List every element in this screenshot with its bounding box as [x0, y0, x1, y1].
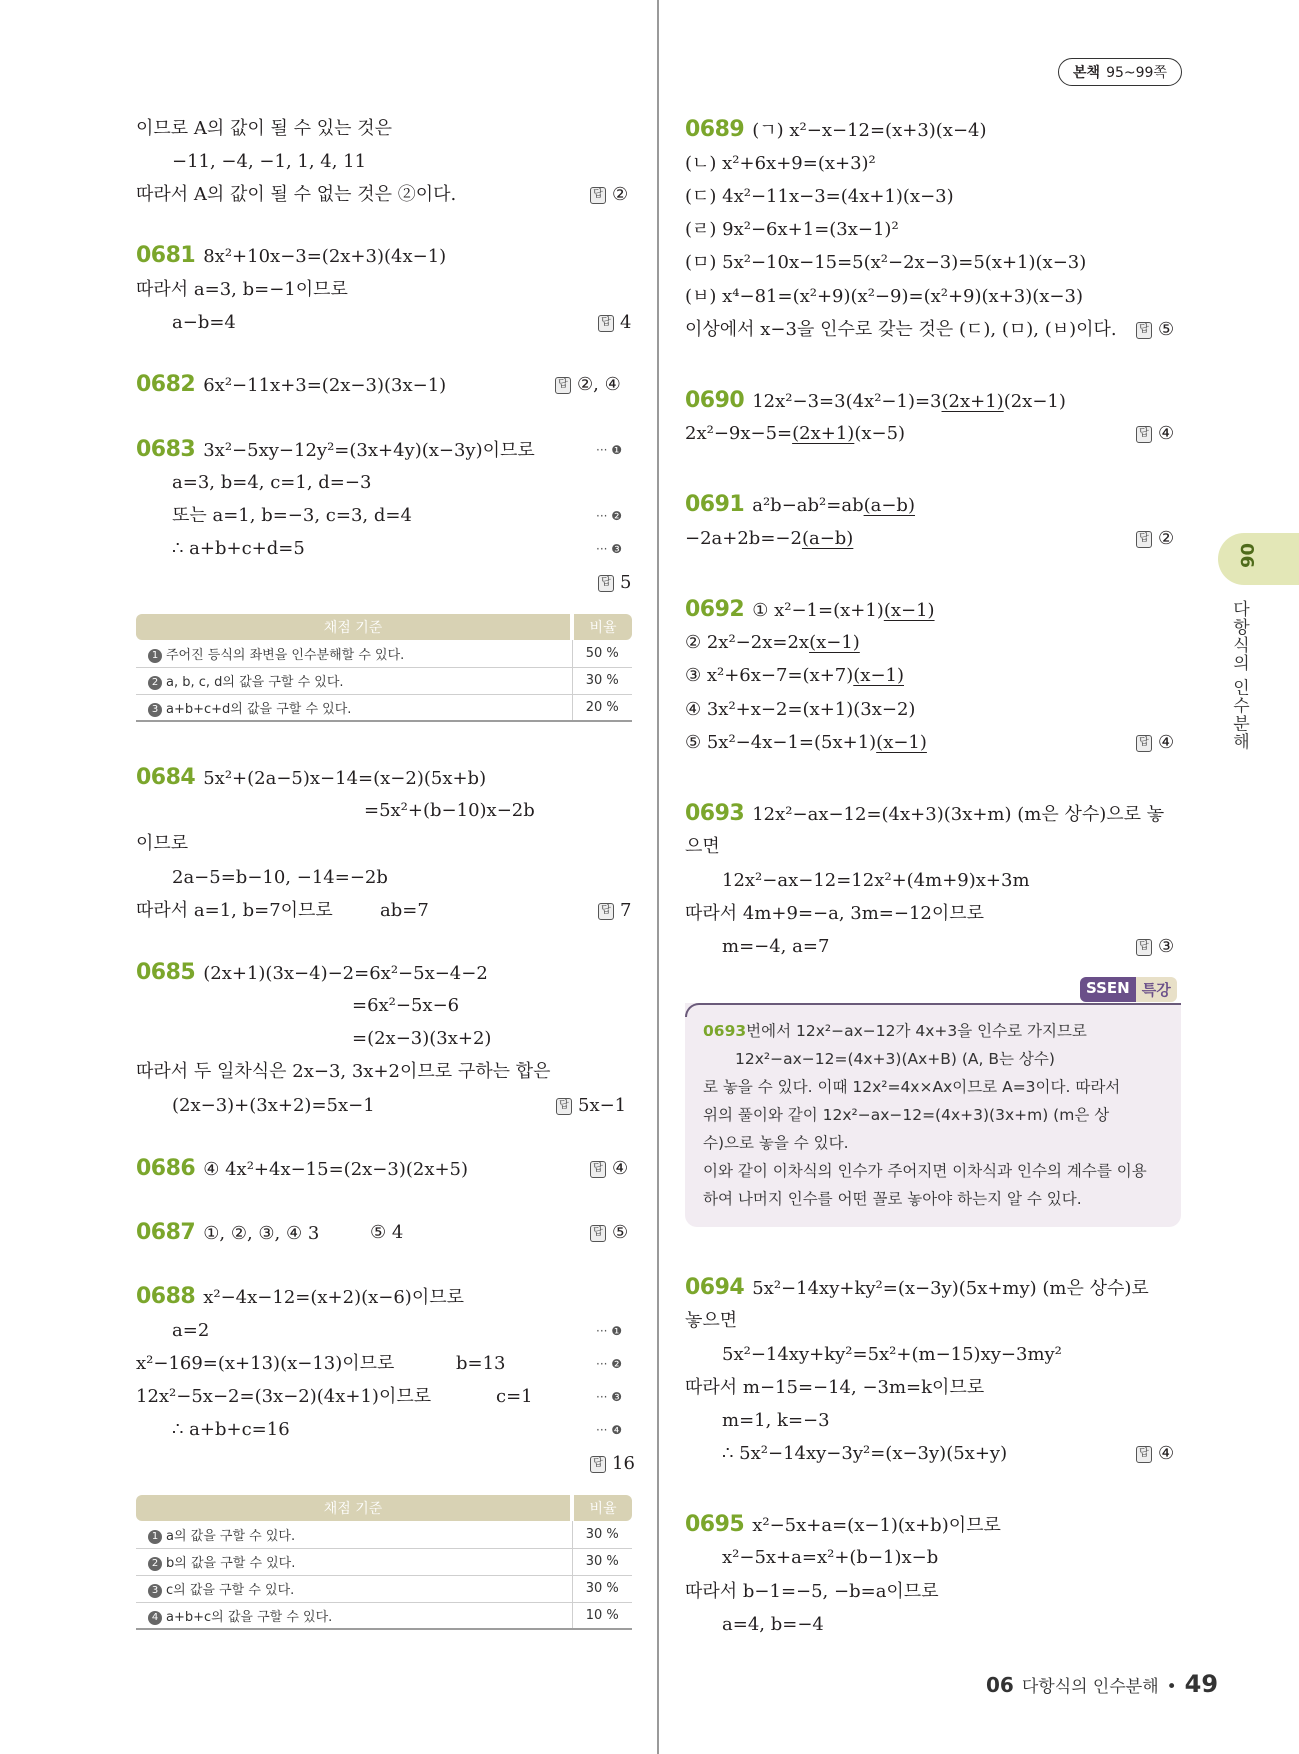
answer-value: ④ — [1158, 732, 1175, 753]
answer-value: ② — [612, 184, 629, 205]
step-marker: ··· ❹ — [596, 1423, 623, 1437]
problem-0689 — [685, 117, 987, 144]
answer — [555, 372, 621, 398]
text-line: ab=7 — [380, 900, 429, 921]
rate-cell: 30 % — [572, 667, 632, 694]
text-line: a=4, b=−4 — [722, 1614, 824, 1635]
answer — [1136, 934, 1174, 960]
ssen-badge: SSEN 특강 — [1080, 977, 1177, 1002]
text-line: 6x²−11x+3=(2x−3)(3x−1) — [203, 375, 447, 396]
text-line: ③ x²+6x−7=(x+7)(x−1) — [685, 665, 904, 686]
book-pages: 95~99쪽 — [1106, 65, 1167, 81]
text-line: ② 2x²−2x=2x(x−1) — [685, 632, 860, 653]
text-line: 따라서 4m+9=−a, 3m=−12이므로 — [685, 903, 985, 924]
chapter-side-title: 다항식의 인수분해 — [1229, 600, 1249, 751]
tip-line: 이와 같이 이차식의 인수가 주어지면 이차식과 인수의 계수를 이용 — [703, 1162, 1147, 1180]
problem-0691: 0691 a²b−ab²=ab(a−b) — [685, 492, 915, 517]
text-line: (ㅁ) 5x²−10x−15=5(x²−2x−3)=5(x+1)(x−3) — [685, 252, 1087, 273]
answer-value: 5x−1 — [578, 1095, 627, 1116]
text-line: (2x+1)(3x−4)−2=6x²−5x−4−2 — [203, 963, 488, 984]
page-footer — [986, 1670, 1218, 1698]
text-line: 5x²−14xy+ky²=5x²+(m−15)xy−3my² — [722, 1344, 1062, 1365]
chapter-number: 06 — [1236, 542, 1258, 569]
text-line: m=−4, a=7 — [722, 936, 830, 957]
problem-0690: 0690 12x²−3=3(4x²−1)=3(2x+1)(2x−1) — [685, 388, 1066, 413]
scoring-table-0683 — [136, 614, 632, 722]
answer-icon: 답 — [556, 1098, 572, 1115]
tip-line: 12x²−ax−12=(4x+3)(Ax+B) (A, B는 상수) — [735, 1050, 1055, 1068]
text-line: a−b=4 — [172, 312, 236, 333]
text-line: 또는 a=1, b=−3, c=3, d=4 — [172, 505, 412, 526]
answer — [590, 182, 628, 208]
answer — [1136, 317, 1174, 343]
problem-0686 — [136, 1156, 468, 1183]
step-badge: 1 — [148, 1530, 162, 1544]
text-line: ④ 4x²+4x−15=(2x−3)(2x+5) — [203, 1159, 469, 1180]
answer-icon: 답 — [590, 1456, 606, 1473]
table-row — [136, 640, 632, 667]
text-line: ∴ a+b+c=16 — [172, 1419, 290, 1440]
problem-number: 0689 — [685, 117, 745, 142]
text-line: 이상에서 x−3을 인수로 갖는 것은 (ㄷ), (ㅁ), (ㅂ)이다. — [685, 319, 1117, 340]
problem-number: 0690 — [685, 388, 745, 413]
tip-line: 0693번에서 12x²−ax−12가 4x+3을 인수로 가지므로 — [703, 1022, 1087, 1040]
text-line: 2a−5=b−10, −14=−2b — [172, 867, 388, 888]
problem-0687 — [136, 1220, 319, 1247]
answer — [590, 1451, 635, 1477]
text-line: x²−4x−12=(x+2)(x−6)이므로 — [203, 1287, 464, 1308]
answer — [1136, 526, 1174, 552]
criteria-cell: 4 a+b+c의 값을 구할 수 있다. — [136, 1602, 572, 1629]
problem-0694 — [685, 1275, 1149, 1302]
ssen-tip-box — [685, 1003, 1181, 1227]
step-badge: 4 — [148, 1611, 162, 1625]
criteria-cell: 2 a, b, c, d의 값을 구할 수 있다. — [136, 667, 572, 694]
text-line: a=2 — [172, 1320, 210, 1341]
answer — [1136, 1441, 1174, 1467]
text-line: =(2x−3)(3x+2) — [352, 1028, 492, 1049]
step-marker: ··· ❷ — [596, 1357, 623, 1371]
text-line: −11, −4, −1, 1, 4, 11 — [172, 151, 367, 172]
text-line: 12x²−5x−2=(3x−2)(4x+1)이므로 — [136, 1386, 432, 1407]
answer-icon: 답 — [590, 1161, 606, 1178]
answer — [598, 310, 631, 336]
answer — [556, 1093, 626, 1119]
criteria-cell: 1 a의 값을 구할 수 있다. — [136, 1521, 572, 1548]
criteria-cell: 3 a+b+c+d의 값을 구할 수 있다. — [136, 694, 572, 721]
text-line: ④ 3x²+x−2=(x+1)(3x−2) — [685, 699, 916, 720]
answer-value: 4 — [620, 312, 632, 333]
answer — [590, 1220, 628, 1246]
tip-line: 하여 나머지 인수를 어떤 꼴로 놓아야 하는지 알 수 있다. — [703, 1190, 1082, 1208]
problem-number: 0688 — [136, 1284, 196, 1309]
step-marker: ··· ❸ — [596, 1390, 623, 1404]
criteria-cell: 1 주어진 등식의 좌변을 인수분해할 수 있다. — [136, 640, 572, 667]
text-line: c=1 — [496, 1386, 533, 1407]
step-marker: ··· ❸ — [596, 542, 623, 556]
tip-line: 로 놓을 수 있다. 이때 12x²=4x×Ax이므로 A=3이다. 따라서 — [703, 1078, 1121, 1096]
table-header-rate: 비율 — [572, 614, 632, 640]
text-line: −2a+2b=−2(a−b) — [685, 528, 854, 549]
problem-0695 — [685, 1512, 1001, 1539]
book-label: 본책 — [1073, 65, 1101, 81]
answer-icon: 답 — [598, 575, 614, 592]
text-line: (ㅂ) x⁴−81=(x²+9)(x²−9)=(x²+9)(x+3)(x−3) — [685, 286, 1083, 307]
answer-icon: 답 — [1136, 322, 1152, 339]
problem-number: 0684 — [136, 765, 196, 790]
answer — [1136, 730, 1174, 756]
answer-icon: 답 — [598, 903, 614, 920]
answer-value: ③ — [1158, 936, 1175, 957]
answer-value: ⑤ — [1158, 319, 1175, 340]
problem-number: 0682 — [136, 372, 196, 397]
answer-value: 5 — [620, 572, 632, 593]
page-number: 49 — [1184, 1670, 1219, 1698]
step-badge: 2 — [148, 1557, 162, 1571]
step-marker: ··· ❶ — [596, 443, 623, 457]
problem-0683 — [136, 437, 535, 464]
problem-0685 — [136, 960, 488, 987]
scoring-table-0688 — [136, 1495, 632, 1630]
problem-number: 0685 — [136, 960, 196, 985]
tip-border — [685, 1003, 1181, 1017]
problem-number: 0683 — [136, 437, 196, 462]
table-row — [136, 667, 632, 694]
text-line: b=13 — [456, 1353, 506, 1374]
text-line: 이므로 — [136, 833, 189, 854]
text-line: 8x²+10x−3=(2x+3)(4x−1) — [203, 246, 447, 267]
step-badge: 2 — [148, 676, 162, 690]
text-line: 12x²−ax−12=(4x+3)(3x+m) (m은 상수)으로 놓 — [752, 804, 1165, 825]
answer-value: ②, ④ — [577, 374, 621, 395]
answer-value: ④ — [1158, 1443, 1175, 1464]
text-line: (ㄱ) x²−x−12=(x+3)(x−4) — [752, 120, 987, 141]
problem-number: 0692 — [685, 597, 745, 622]
rate-cell: 20 % — [572, 694, 632, 721]
text-line: 으면 — [685, 836, 720, 857]
text-line: 따라서 b−1=−5, −b=a이므로 — [685, 1581, 939, 1602]
answer-value: 7 — [620, 900, 632, 921]
problem-number: 0691 — [685, 492, 745, 517]
text-line: ⑤ 5x²−4x−1=(5x+1)(x−1) — [685, 732, 927, 753]
text-line: 따라서 a=3, b=−1이므로 — [136, 279, 348, 300]
table-header-criteria: 채점 기준 — [136, 1495, 572, 1521]
step-badge: 1 — [148, 649, 162, 663]
problem-number: 0687 — [136, 1220, 196, 1245]
table-header-criteria: 채점 기준 — [136, 614, 572, 640]
answer-icon: 답 — [590, 1225, 606, 1242]
text-line: =5x²+(b−10)x−2b — [364, 800, 535, 821]
table-row — [136, 1521, 632, 1548]
problem-number: 0695 — [685, 1512, 745, 1537]
text-line: 따라서 A의 값이 될 수 없는 것은 ②이다. — [136, 184, 457, 205]
rate-cell: 30 % — [572, 1548, 632, 1575]
answer — [598, 570, 631, 596]
problem-number: 0694 — [685, 1275, 745, 1300]
problem-number: 0681 — [136, 243, 196, 268]
answer-icon: 답 — [1136, 531, 1152, 548]
footer-chapter-title: 다항식의 인수분해 — [1021, 1677, 1159, 1697]
text-line: ∴ 5x²−14xy−3y²=(x−3y)(5x+y) — [722, 1443, 1008, 1464]
criteria-cell: 3 c의 값을 구할 수 있다. — [136, 1575, 572, 1602]
table-row — [136, 694, 632, 721]
chapter-side-tab — [1218, 533, 1299, 585]
problem-0693 — [685, 801, 1164, 828]
answer-icon: 답 — [1136, 1446, 1152, 1463]
step-badge: 3 — [148, 1584, 162, 1598]
answer-icon: 답 — [598, 315, 614, 332]
answer-value: ⑤ — [612, 1222, 629, 1243]
answer-icon: 답 — [590, 187, 606, 204]
problem-0684 — [136, 765, 486, 792]
text-line: 12x²−ax−12=12x²+(4m+9)x+3m — [722, 870, 1030, 891]
text-line: x²−5x+a=(x−1)(x+b)이므로 — [752, 1515, 1001, 1536]
footer-dot: • — [1166, 1677, 1177, 1697]
text-line: 이므로 A의 값이 될 수 있는 것은 — [136, 118, 392, 139]
rate-cell: 10 % — [572, 1602, 632, 1629]
table-row — [136, 1548, 632, 1575]
table-row — [136, 1602, 632, 1629]
text-line: m=1, k=−3 — [722, 1410, 830, 1431]
text-line: (ㄹ) 9x²−6x+1=(3x−1)² — [685, 219, 899, 240]
text-line: 따라서 a=1, b=7이므로 — [136, 900, 333, 921]
answer-value: 16 — [612, 1453, 635, 1474]
step-badge: 3 — [148, 703, 162, 717]
tip-line: 수)으로 놓을 수 있다. — [703, 1134, 849, 1152]
problem-0681 — [136, 243, 446, 270]
answer-value: ④ — [1158, 423, 1175, 444]
footer-chapter-number: 06 — [986, 1673, 1014, 1697]
text-line: 5x²+(2a−5)x−14=(x−2)(5x+b) — [203, 768, 487, 789]
rate-cell: 50 % — [572, 640, 632, 667]
step-marker: ··· ❶ — [596, 1324, 623, 1338]
text-line: 놓으면 — [685, 1310, 738, 1331]
criteria-cell: 2 b의 값을 구할 수 있다. — [136, 1548, 572, 1575]
answer — [598, 898, 631, 924]
text-line: x²−169=(x+13)(x−13)이므로 — [136, 1353, 395, 1374]
answer — [590, 1156, 628, 1182]
table-header-rate: 비율 — [572, 1495, 632, 1521]
text-line: 3x²−5xy−12y²=(3x+4y)(x−3y)이므로 — [203, 440, 535, 461]
answer-value: ② — [1158, 528, 1175, 549]
text-line: ①, ②, ③, ④ 3 — [203, 1223, 320, 1244]
problem-0682 — [136, 372, 446, 399]
book-page-badge — [1058, 58, 1182, 86]
text-line: 5x²−14xy+ky²=(x−3y)(5x+my) (m은 상수)로 — [752, 1278, 1149, 1299]
problem-number: 0693 — [685, 801, 745, 826]
answer-icon: 답 — [1136, 939, 1152, 956]
problem-0692: 0692 ① x²−1=(x+1)(x−1) — [685, 597, 935, 622]
answer — [1136, 421, 1174, 447]
text-line: ∴ a+b+c+d=5 — [172, 538, 305, 559]
text-line: =6x²−5x−6 — [352, 995, 460, 1016]
text-line: (ㄷ) 4x²−11x−3=(4x+1)(x−3) — [685, 186, 954, 207]
column-divider — [657, 0, 659, 1754]
rate-cell: 30 % — [572, 1521, 632, 1548]
text-line: 따라서 두 일차식은 2x−3, 3x+2이므로 구하는 합은 — [136, 1061, 551, 1082]
answer-icon: 답 — [555, 377, 571, 394]
text-line: 2x²−9x−5=(2x+1)(x−5) — [685, 423, 906, 444]
answer-icon: 답 — [1136, 735, 1152, 752]
table-row — [136, 1575, 632, 1602]
rate-cell: 30 % — [572, 1575, 632, 1602]
answer-icon: 답 — [1136, 426, 1152, 443]
text-line: (2x−3)+(3x+2)=5x−1 — [172, 1095, 375, 1116]
text-line: x²−5x+a=x²+(b−1)x−b — [722, 1547, 939, 1568]
text-line: ⑤ 4 — [370, 1222, 404, 1243]
answer-value: ④ — [612, 1158, 629, 1179]
problem-0688 — [136, 1284, 464, 1311]
problem-number: 0686 — [136, 1156, 196, 1181]
text-line: (ㄴ) x²+6x+9=(x+3)² — [685, 153, 876, 174]
step-marker: ··· ❷ — [596, 509, 623, 523]
tip-line: 위의 풀이와 같이 12x²−ax−12=(4x+3)(3x+m) (m은 상 — [703, 1106, 1110, 1124]
text-line: 따라서 m−15=−14, −3m=k이므로 — [685, 1377, 985, 1398]
text-line: a=3, b=4, c=1, d=−3 — [172, 472, 372, 493]
